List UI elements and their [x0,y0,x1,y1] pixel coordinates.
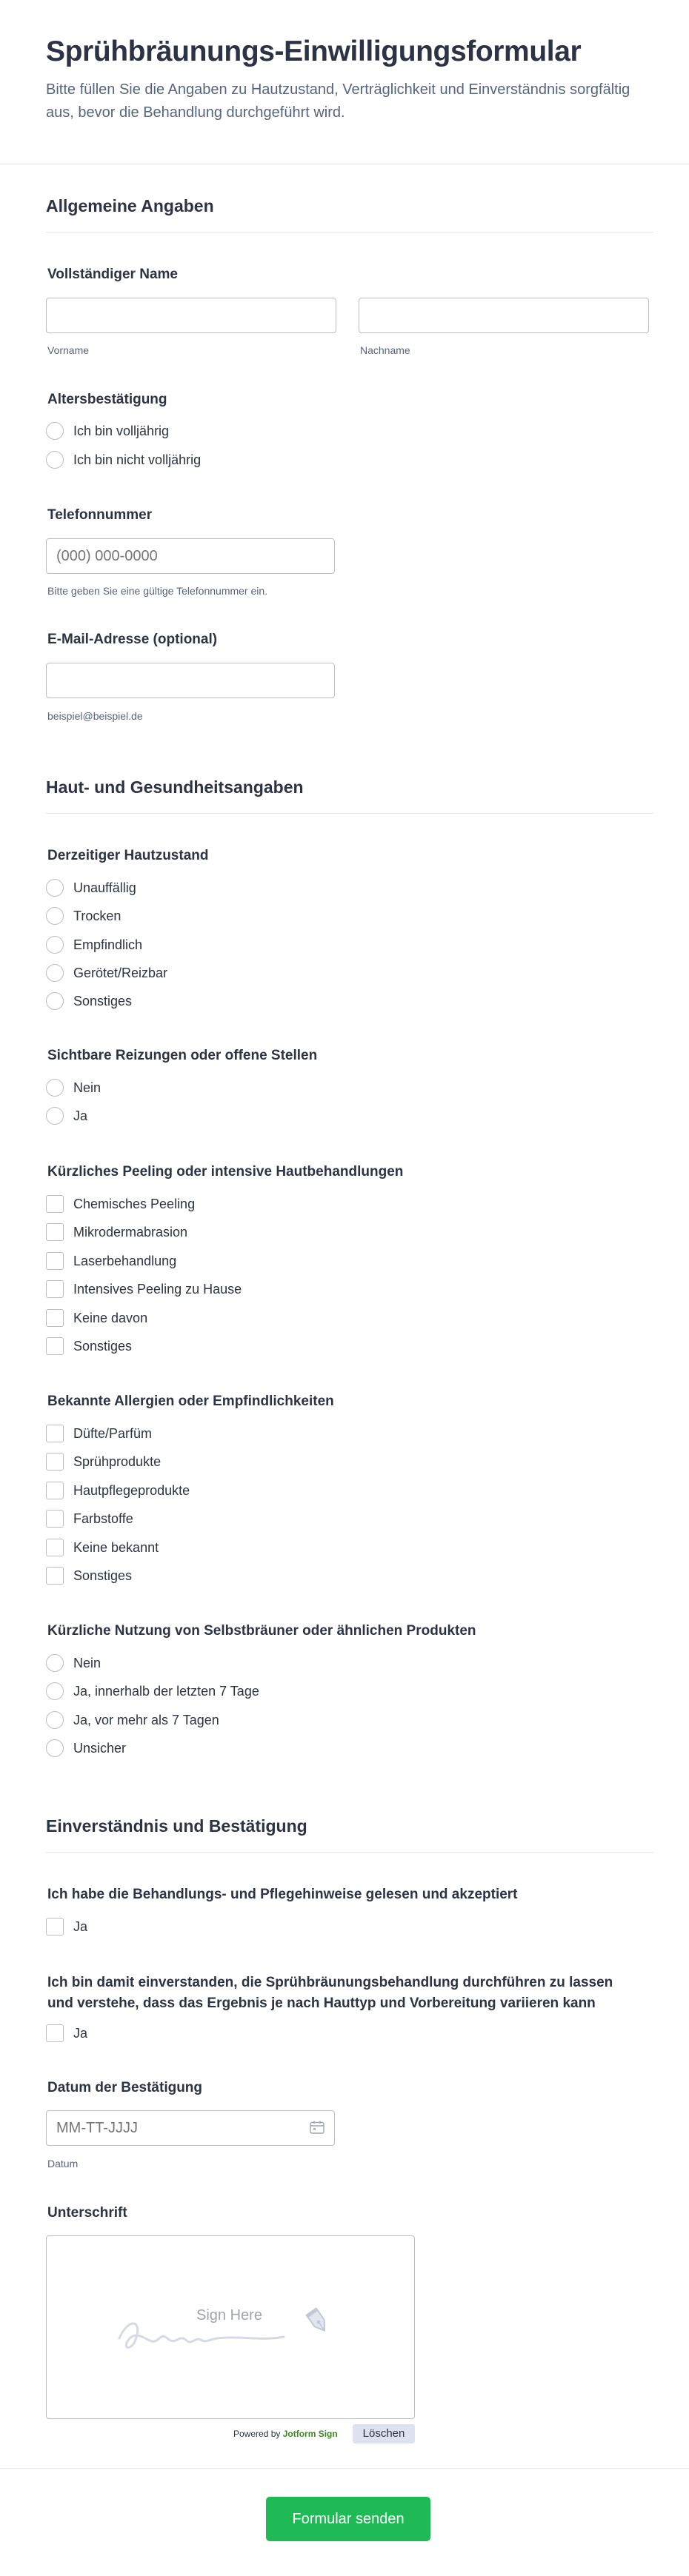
form-subtitle: Bitte füllen Sie die Angaben zu Hautzustand, Verträglichkeit und Einverständnis sorgfältig aus, bevor die Behandlung durchgeführt wird. [46,81,630,121]
allergy-option[interactable] [46,1451,161,1472]
checkbox[interactable] [46,1918,64,1936]
email-label: E-Mail-Adresse (optional) [47,632,218,647]
option-label: Ja [73,2025,88,2041]
checkbox[interactable] [46,1567,64,1585]
allergy-option[interactable] [46,1423,152,1444]
option-label: Ich bin nicht volljährig [73,452,202,467]
section-divider [46,813,653,814]
powered-prefix: Powered by [233,2429,281,2439]
radio-button[interactable] [46,992,64,1010]
checkbox[interactable] [46,1510,64,1528]
checkbox[interactable] [46,1252,64,1270]
age-option-minor[interactable] [46,449,201,470]
tanner-option[interactable] [46,1738,126,1759]
peeling-option[interactable] [46,1336,132,1356]
tanner-option[interactable] [46,1653,101,1673]
radio-button[interactable] [46,879,64,897]
option-label: Unsicher [73,1740,127,1756]
allergy-option[interactable] [46,1537,159,1558]
agree-label-line2: und verstehe, dass das Ergebnis je nach Hauttyp und Vorbereitung variieren kann [47,1995,596,2011]
option-label: Chemisches Peeling [73,1196,196,1211]
agree-confirm-option[interactable] [46,2023,87,2044]
name-label: Vollständiger Name [47,267,178,282]
option-label: Laserbehandlung [73,1253,177,1268]
option-label: Mikrodermabrasion [73,1224,188,1240]
date-field[interactable] [46,2110,335,2146]
peeling-option[interactable] [46,1308,147,1328]
radio-button[interactable] [46,1711,64,1729]
allergies-label: Bekannte Allergien oder Empfindlichkeiten [47,1394,334,1409]
section-title-consent: Einverständnis und Bestätigung [46,1816,307,1836]
option-label: Sprühprodukte [73,1453,162,1469]
option-label: Hautpflegeprodukte [73,1482,190,1498]
signature-pad[interactable] [46,2235,415,2419]
read-confirm-option[interactable] [46,1916,87,1937]
phone-input[interactable] [46,538,335,574]
peeling-option[interactable] [46,1194,195,1214]
checkbox[interactable] [46,1539,64,1556]
option-label: Unauffällig [73,880,136,895]
option-label: Ja, innerhalb der letzten 7 Tage [73,1683,259,1699]
powered-brand: Jotform Sign [282,2429,338,2439]
radio-button[interactable] [46,907,64,925]
checkbox[interactable] [46,1223,64,1241]
radio-button[interactable] [46,1107,64,1125]
date-label: Datum der Bestätigung [47,2080,203,2095]
footer-divider [0,2468,689,2469]
section-title-general: Allgemeine Angaben [46,196,214,215]
option-label: Nein [73,1655,101,1670]
option-label: Keine davon [73,1310,148,1325]
powered-by [233,2429,338,2439]
option-label: Nein [73,1080,101,1095]
date-sublabel: Datum [47,2158,79,2169]
skin-option[interactable] [46,906,121,926]
radio-button[interactable] [46,964,64,982]
signature-hint: Sign Here [196,2307,262,2324]
date-input[interactable] [46,2110,335,2146]
tanner-option[interactable] [46,1681,259,1702]
peeling-option[interactable] [46,1251,176,1271]
checkbox[interactable] [46,1425,64,1442]
option-label: Farbstoffe [73,1511,133,1526]
skin-option[interactable] [46,991,132,1011]
radio-button[interactable] [46,1079,64,1097]
peeling-option[interactable] [46,1279,242,1299]
phone-sublabel: Bitte geben Sie eine gültige Telefonnummer ein. [47,585,268,597]
checkbox[interactable] [46,1195,64,1213]
checkbox[interactable] [46,2024,64,2042]
agree-label-line1: Ich bin damit einverstanden, die Sprühbräunungsbehandlung durchführen zu lassen [47,1975,613,1990]
calendar-icon[interactable] [310,2121,324,2134]
option-label: Empfindlich [73,937,143,952]
email-input[interactable] [46,663,335,698]
age-option-adult[interactable] [46,421,169,441]
radio-button[interactable] [46,936,64,954]
irritation-option[interactable] [46,1077,101,1098]
radio-button[interactable] [46,422,64,440]
first-name-input[interactable] [46,298,336,333]
tanner-label: Kürzliche Nutzung von Selbstbräuner oder ähnlichen Produkten [47,1623,476,1639]
pen-nib-icon [302,2306,335,2338]
skin-option[interactable] [46,934,142,955]
option-label: Sonstiges [73,1338,133,1354]
skin-label: Derzeitiger Hautzustand [47,848,209,863]
last-name-sublabel: Nachname [360,344,410,356]
radio-button[interactable] [46,451,64,469]
skin-option[interactable] [46,877,136,898]
radio-button[interactable] [46,1682,64,1700]
allergy-option[interactable] [46,1480,190,1501]
read-label: Ich habe die Behandlungs- und Pflegehinweise gelesen und akzeptiert [47,1887,518,1902]
first-name-sublabel: Vorname [47,344,90,356]
checkbox[interactable] [46,1482,64,1499]
peeling-option[interactable] [46,1222,187,1242]
irritation-label: Sichtbare Reizungen oder offene Stellen [47,1048,318,1063]
checkbox[interactable] [46,1453,64,1471]
phone-label: Telefonnummer [47,507,153,523]
age-label: Altersbestätigung [47,392,167,407]
option-label: Sonstiges [73,1568,133,1583]
tanner-option[interactable] [46,1710,219,1730]
checkbox[interactable] [46,1337,64,1355]
radio-button[interactable] [46,1654,64,1672]
option-label: Ja [73,1108,88,1123]
section-divider [46,1852,653,1853]
skin-option[interactable] [46,963,167,983]
option-label: Ja, vor mehr als 7 Tagen [73,1712,219,1727]
option-label: Ja [73,1918,88,1934]
checkbox[interactable] [46,1309,64,1327]
option-label: Trocken [73,908,122,923]
form-title: Sprühbräunungs-Einwilligungsformular [46,36,582,67]
clear-signature-button[interactable]: Löschen [353,2424,415,2443]
section-title-health: Haut- und Gesundheitsangaben [46,777,304,797]
signature-label: Unterschrift [47,2205,127,2221]
irritation-option[interactable] [46,1105,87,1126]
form-header [0,0,689,164]
last-name-input[interactable] [359,298,649,333]
peeling-label: Kürzliches Peeling oder intensive Hautbehandlungen [47,1164,404,1180]
allergy-option[interactable] [46,1565,132,1586]
option-label: Düfte/Parfüm [73,1425,153,1441]
submit-button[interactable]: Formular senden [266,2497,430,2541]
option-label: Ich bin volljährig [73,423,170,438]
allergy-option[interactable] [46,1508,133,1529]
checkbox[interactable] [46,1280,64,1298]
option-label: Keine bekannt [73,1539,159,1555]
radio-button[interactable] [46,1739,64,1757]
option-label: Gerötet/Reizbar [73,965,168,980]
email-sublabel: beispiel@beispiel.de [47,710,143,722]
option-label: Intensives Peeling zu Hause [73,1281,242,1297]
option-label: Sonstiges [73,993,133,1008]
